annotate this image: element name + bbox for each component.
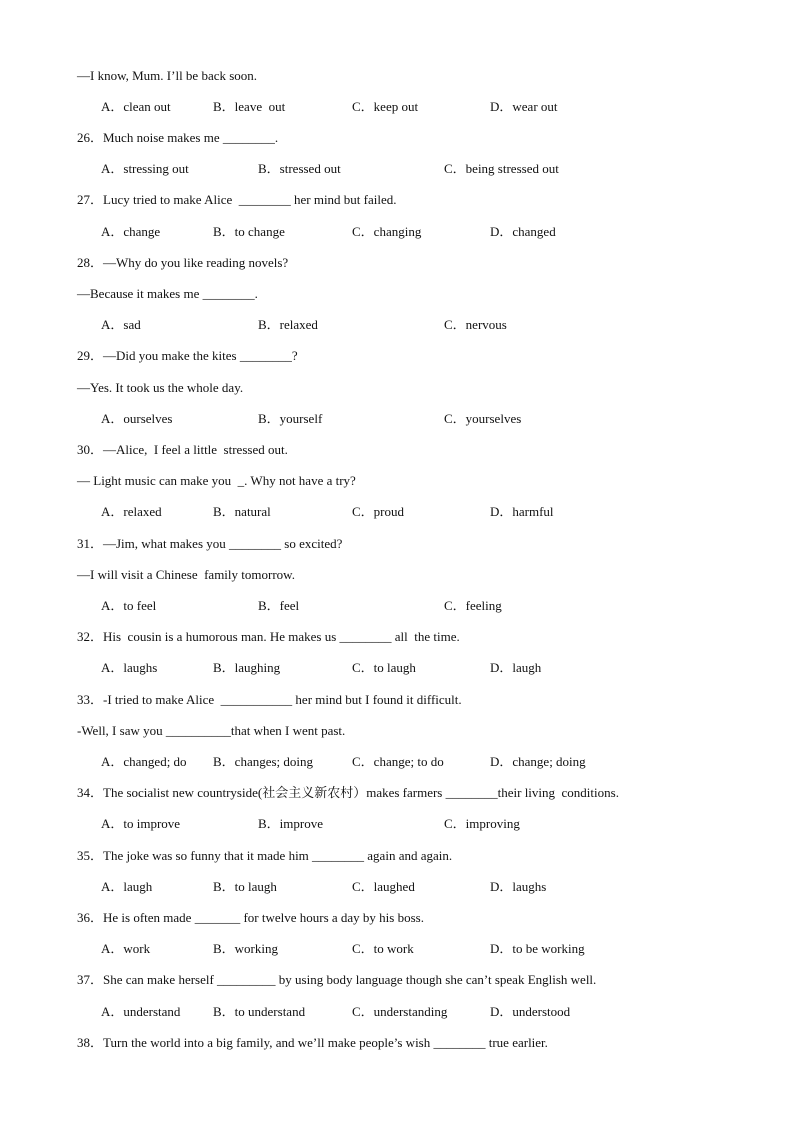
option-a: A．change bbox=[101, 224, 161, 239]
option-c: C．nervous bbox=[444, 317, 507, 332]
option-b: B．natural bbox=[213, 504, 271, 519]
option-a: A．sad bbox=[101, 317, 141, 332]
question-line: 33．-I tried to make Alice ___________ her mind but I found it difficult. bbox=[77, 692, 462, 707]
option-c: C．keep out bbox=[352, 99, 419, 114]
option-c: C．to laugh bbox=[352, 660, 416, 675]
option-b: B．stressed out bbox=[258, 161, 341, 176]
option-b: B．improve bbox=[258, 816, 323, 831]
question-line: —I know, Mum. I’ll be back soon. bbox=[77, 68, 258, 83]
option-d: D．change; doing bbox=[490, 754, 586, 769]
option-a: A．to feel bbox=[101, 598, 157, 613]
option-c: C．laughed bbox=[352, 879, 415, 894]
option-a: A．work bbox=[101, 941, 151, 956]
question-line: 35．The joke was so funny that it made him ________ again and again. bbox=[77, 848, 453, 863]
option-b: B．working bbox=[213, 941, 279, 956]
question-line: 31．—Jim, what makes you ________ so excited? bbox=[77, 536, 343, 551]
option-c: C．change; to do bbox=[352, 754, 444, 769]
option-c: C．proud bbox=[352, 504, 405, 519]
option-b: B．to understand bbox=[213, 1004, 306, 1019]
option-c: C．being stressed out bbox=[444, 161, 559, 176]
option-d: D．laughs bbox=[490, 879, 547, 894]
option-b: B．relaxed bbox=[258, 317, 318, 332]
question-line: —Because it makes me ________. bbox=[77, 286, 258, 301]
option-d: D．wear out bbox=[490, 99, 558, 114]
option-b: B．laughing bbox=[213, 660, 281, 675]
option-a: A．ourselves bbox=[101, 411, 173, 426]
option-b: B．yourself bbox=[258, 411, 323, 426]
option-a: A．clean out bbox=[101, 99, 171, 114]
option-d: D．harmful bbox=[490, 504, 554, 519]
option-b: B．to laugh bbox=[213, 879, 277, 894]
option-c: C．changing bbox=[352, 224, 422, 239]
option-a: A．understand bbox=[101, 1004, 181, 1019]
question-line: 30．—Alice, I feel a little stressed out. bbox=[77, 442, 288, 457]
question-line: — Light music can make you _. Why not have a try? bbox=[77, 473, 356, 488]
question-line: —I will visit a Chinese family tomorrow. bbox=[77, 567, 295, 582]
question-line: 28．—Why do you like reading novels? bbox=[77, 255, 289, 270]
question-line: 32．His cousin is a humorous man. He makes us ________ all the time. bbox=[77, 629, 460, 644]
option-c: C．feeling bbox=[444, 598, 502, 613]
option-b: B．feel bbox=[258, 598, 300, 613]
option-c: C．understanding bbox=[352, 1004, 448, 1019]
option-d: D．laugh bbox=[490, 660, 542, 675]
question-line: 36．He is often made _______ for twelve hours a day by his boss. bbox=[77, 910, 424, 925]
option-c: C．to work bbox=[352, 941, 414, 956]
question-line: 37．She can make herself _________ by using body language though she can’t speak English well. bbox=[77, 972, 597, 987]
question-line: 27．Lucy tried to make Alice ________ her mind but failed. bbox=[77, 192, 397, 207]
option-a: A．relaxed bbox=[101, 504, 162, 519]
option-b: B．changes; doing bbox=[213, 754, 314, 769]
question-line: 38．Turn the world into a big family, and we’ll make people’s wish ________ true earlier. bbox=[77, 1035, 548, 1050]
option-d: D．changed bbox=[490, 224, 556, 239]
option-a: A．stressing out bbox=[101, 161, 189, 176]
question-line: —Yes. It took us the whole day. bbox=[77, 380, 244, 395]
option-a: A．laugh bbox=[101, 879, 153, 894]
option-c: C．improving bbox=[444, 816, 520, 831]
option-c: C．yourselves bbox=[444, 411, 522, 426]
option-a: A．to improve bbox=[101, 816, 181, 831]
option-d: D．to be working bbox=[490, 941, 585, 956]
question-line: -Well, I saw you __________that when I went past. bbox=[77, 723, 346, 738]
option-a: A．laughs bbox=[101, 660, 158, 675]
question-line: 26．Much noise makes me ________. bbox=[77, 130, 279, 145]
question-line: 29．—Did you make the kites ________? bbox=[77, 348, 298, 363]
option-b: B．to change bbox=[213, 224, 285, 239]
option-b: B．leave out bbox=[213, 99, 286, 114]
option-a: A．changed; do bbox=[101, 754, 187, 769]
option-d: D．understood bbox=[490, 1004, 571, 1019]
question-line: 34．The socialist new countryside(社会主义新农村）makes farmers ________their living conditions. bbox=[77, 785, 619, 800]
